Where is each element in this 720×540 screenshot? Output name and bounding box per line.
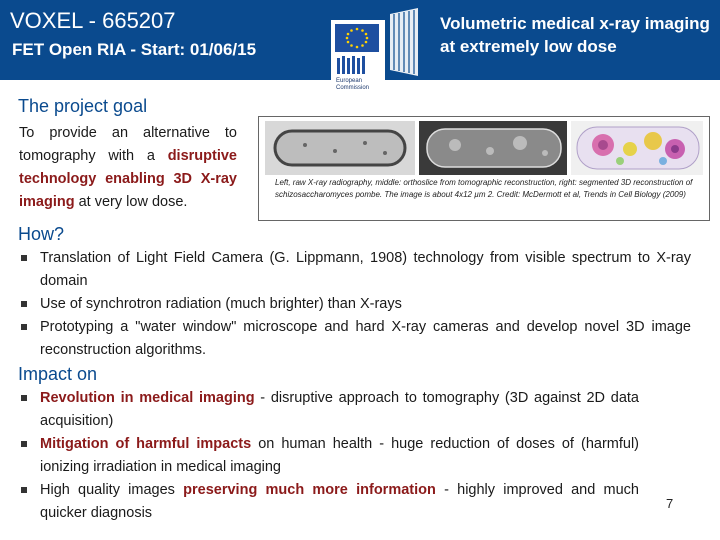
bullet-icon: [21, 255, 27, 261]
impact-item3-text-pre: High quality images: [40, 482, 184, 498]
project-title: VOXEL - 665207: [10, 8, 176, 33]
how-title: How?: [18, 224, 65, 244]
how-item-text: Prototyping a "water window" microscope and hard X-ray cameras and develop novel 3D image reconstruction algorithms.: [40, 319, 691, 358]
bullet-icon: [21, 487, 27, 493]
how-item-text: Use of synchrotron radiation (much brighter) than X-rays: [40, 296, 402, 312]
list-item: [19, 316, 691, 362]
header-right-title: Volumetric medical x-ray imaging at extremely low dose: [440, 14, 710, 56]
eu-flag-icon: [335, 24, 379, 52]
goal-highlight: disruptive technology enabling 3D X-ray imaging: [19, 148, 237, 210]
how-item-text: Translation of Light Field Camera (G. Lippmann, 1908) technology from visible spectrum to X-ray domain: [40, 250, 691, 289]
logo-text-line1: European: [336, 78, 363, 84]
logo-text: [336, 78, 369, 92]
list-item: [19, 433, 639, 479]
goal-text-part2: at very low dose.: [74, 194, 188, 210]
impact-item1-highlight: Revolution in medical imaging: [40, 390, 255, 406]
how-list: [19, 247, 691, 362]
cell-images: [265, 121, 703, 177]
bullet-icon: [21, 301, 27, 307]
impact-list: [19, 387, 639, 525]
figure-caption: Left, raw X-ray radiography, middle: orthoslice from tomographic reconstruction, right: segmented 3D reconstruction of schizosaccharomyces pombe. The image is about 4x12 µm 2. Credit: McDermott et al, Trends in Cell Biology (2009): [275, 178, 693, 199]
cell-figure: [258, 116, 710, 221]
bullet-icon: [21, 441, 27, 447]
list-item: [19, 247, 691, 293]
commission-building-icon: [386, 6, 422, 78]
ec-logo: [331, 20, 385, 98]
goal-text: [19, 122, 237, 214]
list-item: [19, 387, 639, 433]
impact-item3-highlight: preserving much more information: [183, 482, 436, 498]
list-item: [19, 293, 691, 316]
impact-item1-text: - disruptive approach to tomography (3D against 2D data acquisition): [40, 390, 639, 429]
impact-title: Impact on: [18, 364, 98, 384]
page-number: 7: [666, 496, 674, 511]
impact-item2-text: on human health - huge reduction of doses of (harmful) ionizing irradiation in medical imaging: [40, 436, 639, 475]
logo-text-line2: Commission: [336, 85, 370, 91]
impact-item2-highlight: Mitigation of harmful impacts: [40, 436, 252, 452]
bullet-icon: [21, 324, 27, 330]
logo-graphic-icon: [335, 54, 379, 76]
impact-item3-text: - highly improved and much quicker diagnosis: [40, 482, 639, 521]
goal-text-part1: To provide an alternative to tomography with a: [19, 125, 237, 164]
list-item: [19, 479, 639, 525]
project-subtitle: FET Open RIA - Start: 01/06/15: [12, 40, 257, 59]
goal-title: The project goal: [18, 96, 148, 116]
bullet-icon: [21, 395, 27, 401]
